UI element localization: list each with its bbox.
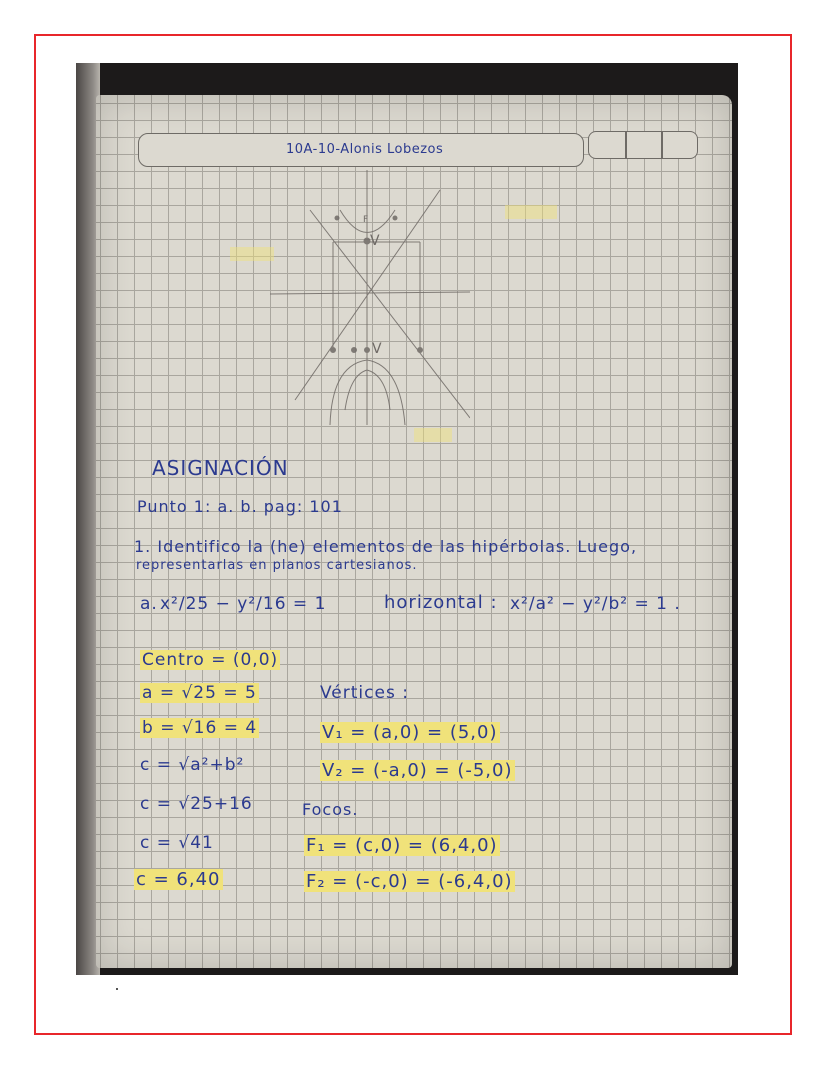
focus-1: F₁ = (c,0) = (6,4,0) xyxy=(306,835,498,856)
c-line-3: c = √41 xyxy=(140,833,214,853)
sketch-label-v-bottom: V xyxy=(372,341,382,357)
form-equation: x²/a² − y²/b² = 1 . xyxy=(510,594,681,614)
bleed-highlight xyxy=(414,428,452,442)
vertices-heading: Vértices : xyxy=(320,683,409,703)
bleed-highlight xyxy=(230,247,274,261)
exercise-equation: x²/25 − y²/16 = 1 xyxy=(160,594,327,614)
instruction-line-1: 1. Identifico la (he) elementos de las hipérbolas. Luego, xyxy=(134,537,638,556)
hyperbola-sketch xyxy=(270,170,470,430)
b-line: b = √16 = 4 xyxy=(142,718,258,738)
vertex-1: V₁ = (a,0) = (5,0) xyxy=(322,722,498,743)
stray-mark xyxy=(116,988,118,990)
bleed-highlight xyxy=(505,205,557,219)
c-line-4: c = 6,40 xyxy=(136,869,221,890)
c-line-1: c = √a²+b² xyxy=(140,755,245,775)
page-title: 10A-10-Alonis Lobezos xyxy=(286,142,444,157)
point-line: Punto 1: a. b. pag: 101 xyxy=(137,497,343,516)
c-line-2: c = √25+16 xyxy=(140,794,253,814)
exercise-label: a. xyxy=(140,594,158,614)
assignment-heading: ASIGNACIÓN xyxy=(152,456,289,480)
focus-2: F₂ = (-c,0) = (-6,4,0) xyxy=(306,871,513,892)
instruction-line-2: representarlas en planos cartesianos. xyxy=(136,558,418,573)
form-label: horizontal : xyxy=(384,592,498,613)
focos-heading: Focos. xyxy=(302,800,359,819)
centro-line: Centro = (0,0) xyxy=(142,650,279,670)
vertex-2: V₂ = (-a,0) = (-5,0) xyxy=(322,760,513,781)
sketch-label-v-top: V xyxy=(370,233,380,249)
date-box xyxy=(588,131,698,159)
sketch-label-f-top: F xyxy=(363,215,369,225)
a-line: a = √25 = 5 xyxy=(142,683,257,703)
